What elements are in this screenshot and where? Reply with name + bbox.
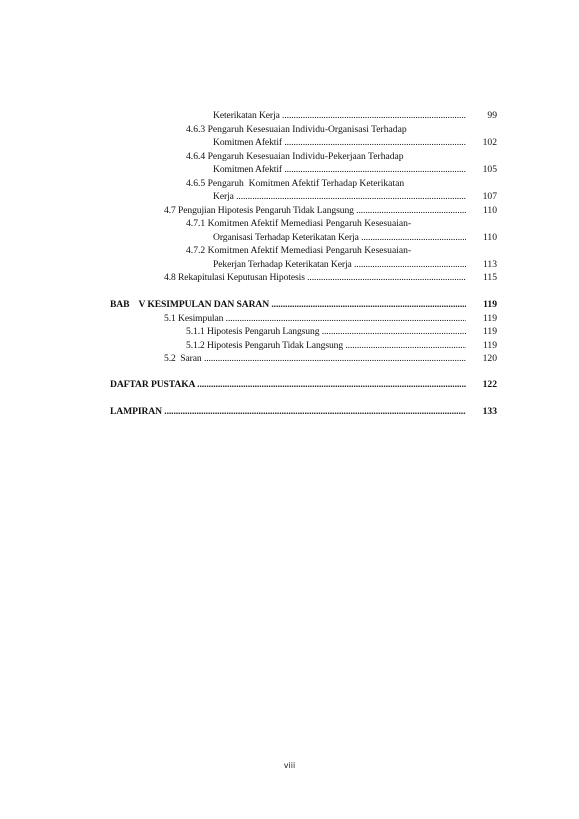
- toc-entry-page: 122: [482, 379, 497, 390]
- toc-entry-page: 133: [482, 406, 497, 417]
- toc-entry-title: 4.6.4 Pengaruh Kesesuaian Individu-Pekerjaan Terhadap: [186, 151, 404, 162]
- toc-entry-page: 115: [482, 272, 497, 283]
- toc-entry-title: 5.2 Saran .....: [164, 352, 466, 365]
- toc-entry-page: 119: [483, 299, 497, 310]
- toc-entry-page: 119: [482, 326, 497, 337]
- toc-entry-title: 4.7 Pengujian Hipotesis Pengaruh Tidak Langsung .....: [164, 204, 466, 217]
- toc-entry-page: 107: [482, 191, 497, 202]
- toc-entry-page: 120: [482, 353, 497, 364]
- toc-entry-page: 110: [482, 205, 497, 216]
- toc-entry-title: LAMPIRAN .....: [110, 405, 466, 418]
- toc-entry-page: 119: [482, 313, 497, 324]
- toc-entry: [213, 190, 497, 203]
- toc-entry: [213, 109, 497, 122]
- toc-entry: [186, 177, 497, 190]
- toc-entry: [164, 204, 497, 217]
- page-number: viii: [283, 761, 296, 770]
- toc-entry-title: 5.1.2 Hipotesis Pengaruh Tidak Langsung .....: [186, 339, 466, 352]
- toc-entry-title: 5.1 Kesimpulan .....: [164, 312, 466, 325]
- toc-entry-title: 4.7.1 Komitmen Afektif Memediasi Pengaruh Kesesuaian-: [186, 218, 412, 229]
- toc-entry: [164, 271, 497, 284]
- toc-entry: [186, 150, 497, 163]
- toc-entry: [213, 258, 497, 271]
- toc-chapter-entry: [110, 298, 497, 311]
- toc-entry: [186, 244, 497, 257]
- toc-entry-title: Komitmen Afektif .....: [213, 136, 466, 149]
- toc-chapter-entry: [110, 405, 497, 418]
- toc-entry: [164, 312, 497, 325]
- toc-entry: [213, 231, 497, 244]
- toc-entry-title: 4.7.2 Komitmen Afektif Memediasi Pengaruh Kesesuaian-: [186, 245, 412, 256]
- toc-entry: [213, 163, 497, 176]
- toc-entry: [213, 136, 497, 149]
- toc-chapter-entry: [110, 378, 497, 391]
- toc-entry-title: 4.8 Rekapitulasi Keputusan Hipotesis .....: [164, 271, 466, 284]
- toc-entry-page: 102: [482, 137, 497, 148]
- toc-entry-title: 4.6.3 Pengaruh Kesesuaian Individu-Organisasi Terhadap: [186, 124, 407, 135]
- toc-entry-page: 99: [487, 110, 497, 121]
- toc-entry-title: Pekerjan Terhadap Keterikatan Kerja .....: [213, 258, 466, 271]
- toc-entry: [164, 352, 497, 365]
- toc-entry-title: Komitmen Afektif .....: [213, 163, 466, 176]
- toc-entry-title: DAFTAR PUSTAKA .....: [110, 378, 466, 391]
- toc-entry-title: Keterikatan Kerja .....: [213, 109, 466, 122]
- toc-entry: [186, 217, 497, 230]
- toc-entry-title: 4.6.5 Pengaruh Komitmen Afektif Terhadap Keterikatan: [186, 178, 405, 189]
- toc-entry: [186, 339, 497, 352]
- toc-entry-page: 119: [482, 340, 497, 351]
- toc-entry-title: BAB V KESIMPULAN DAN SARAN .....: [110, 298, 466, 311]
- toc-entry-title: Organisasi Terhadap Keterikatan Kerja .....: [213, 231, 466, 244]
- toc-entry-page: 110: [482, 232, 497, 243]
- toc-entry-page: 113: [482, 259, 497, 270]
- toc-entry-title: 5.1.1 Hipotesis Pengaruh Langsung .....: [186, 325, 466, 338]
- toc-entry-page: 105: [482, 164, 497, 175]
- toc-entry: [186, 325, 497, 338]
- toc-entry-title: Kerja .....: [213, 190, 466, 203]
- toc-entry: [186, 123, 497, 136]
